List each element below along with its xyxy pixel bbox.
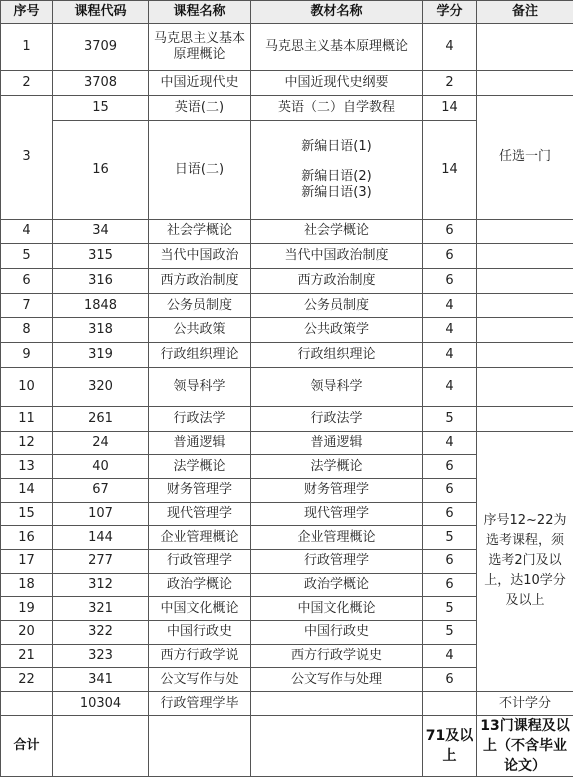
table-row [1, 692, 573, 716]
cell-credit: 5 [423, 597, 477, 621]
textbook-line: 新编日语(1) [301, 138, 372, 154]
cell-course: 日语(二) [149, 120, 251, 219]
cell-textbook: 公共政策学 [251, 318, 423, 343]
cell-course: 行政管理学 [149, 550, 251, 574]
cell-textbook: 西方政治制度 [251, 269, 423, 294]
cell-code: 3708 [53, 71, 149, 96]
cell-credit: 6 [423, 479, 477, 503]
cell-seq: 2 [1, 71, 53, 96]
cell-code: 24 [53, 431, 149, 455]
cell-credit: 4 [423, 343, 477, 368]
cell-seq: 7 [1, 293, 53, 318]
cell-seq: 9 [1, 343, 53, 368]
cell-code: 67 [53, 479, 149, 503]
cell-seq: 14 [1, 479, 53, 503]
cell-code: 40 [53, 455, 149, 479]
cell-textbook: 中国文化概论 [251, 597, 423, 621]
cell-course: 领导科学 [149, 367, 251, 406]
cell-code: 320 [53, 367, 149, 406]
cell-credit: 2 [423, 71, 477, 96]
cell-textbook: 企业管理概论 [251, 526, 423, 550]
cell-textbook: 法学概论 [251, 455, 423, 479]
cell-textbook: 现代管理学 [251, 502, 423, 526]
cell-seq: 16 [1, 526, 53, 550]
total-cell-empty [53, 716, 149, 777]
cell-code: 316 [53, 269, 149, 294]
cell-course: 中国行政史 [149, 621, 251, 645]
table-body [1, 24, 573, 716]
header-course-code: 课程代码 [53, 1, 149, 24]
cell-credit: 4 [423, 644, 477, 668]
header-textbook-name: 教材名称 [251, 1, 423, 24]
cell-textbook: 中国近现代史纲要 [251, 71, 423, 96]
cell-course: 普通逻辑 [149, 431, 251, 455]
cell-seq: 21 [1, 644, 53, 668]
cell-textbook: 政治学概论 [251, 573, 423, 597]
cell-seq: 18 [1, 573, 53, 597]
total-cell-empty [149, 716, 251, 777]
table-row [1, 269, 573, 294]
cell-credit: 4 [423, 367, 477, 406]
cell-credit: 6 [423, 244, 477, 269]
cell-note [477, 269, 573, 294]
cell-note-thesis: 不计学分 [477, 692, 573, 716]
cell-course: 中国近现代史 [149, 71, 251, 96]
cell-seq: 13 [1, 455, 53, 479]
cell-code: 15 [53, 96, 149, 121]
cell-course: 法学概论 [149, 455, 251, 479]
cell-seq: 20 [1, 621, 53, 645]
cell-credit: 6 [423, 502, 477, 526]
cell-textbook: 英语（二）自学教程 [251, 96, 423, 121]
cell-code: 277 [53, 550, 149, 574]
cell-credit: 6 [423, 219, 477, 244]
cell-note [477, 318, 573, 343]
cell-code: 144 [53, 526, 149, 550]
cell-note [477, 71, 573, 96]
table-row [1, 367, 573, 406]
header-seq: 序号 [1, 1, 53, 24]
total-cell-empty [251, 716, 423, 777]
textbook-line: 新编日语(3) [301, 184, 372, 200]
cell-course: 财务管理学 [149, 479, 251, 503]
cell-note [477, 293, 573, 318]
header-note: 备注 [477, 1, 573, 24]
cell-code: 321 [53, 597, 149, 621]
cell-textbook: 马克思主义基本原理概论 [251, 24, 423, 71]
cell-credit: 4 [423, 24, 477, 71]
cell-course: 公文写作与处 [149, 668, 251, 692]
cell-code: 261 [53, 406, 149, 431]
cell-code: 322 [53, 621, 149, 645]
cell-course: 企业管理概论 [149, 526, 251, 550]
cell-note-language-choice: 任选一门 [477, 96, 573, 220]
cell-note [477, 219, 573, 244]
total-credit: 71及以上 [423, 716, 477, 777]
cell-code: 323 [53, 644, 149, 668]
cell-code: 1848 [53, 293, 149, 318]
cell-textbook: 中国行政史 [251, 621, 423, 645]
cell-textbook: 当代中国政治制度 [251, 244, 423, 269]
cell-seq: 5 [1, 244, 53, 269]
cell-code: 3709 [53, 24, 149, 71]
cell-credit: 5 [423, 621, 477, 645]
cell-note [477, 244, 573, 269]
cell-code: 341 [53, 668, 149, 692]
cell-course: 西方政治制度 [149, 269, 251, 294]
cell-course: 西方行政学说 [149, 644, 251, 668]
cell-course: 当代中国政治 [149, 244, 251, 269]
cell-textbook [251, 120, 423, 219]
total-note: 13门课程及以上（不含毕业论文） [477, 716, 573, 777]
cell-credit: 4 [423, 293, 477, 318]
cell-course: 行政组织理论 [149, 343, 251, 368]
cell-note [477, 367, 573, 406]
cell-code: 16 [53, 120, 149, 219]
table-row [1, 24, 573, 71]
textbook-line: 新编日语(2) [301, 168, 372, 184]
cell-credit: 4 [423, 318, 477, 343]
cell-seq: 8 [1, 318, 53, 343]
total-row [1, 716, 573, 777]
cell-code: 34 [53, 219, 149, 244]
cell-textbook [251, 692, 423, 716]
cell-credit: 6 [423, 668, 477, 692]
cell-credit: 5 [423, 406, 477, 431]
table-row [1, 244, 573, 269]
table-row [1, 219, 573, 244]
cell-note [477, 406, 573, 431]
cell-seq: 10 [1, 367, 53, 406]
header-course-name: 课程名称 [149, 1, 251, 24]
cell-credit: 6 [423, 269, 477, 294]
cell-textbook: 公务员制度 [251, 293, 423, 318]
cell-textbook: 公文写作与处理 [251, 668, 423, 692]
cell-code: 315 [53, 244, 149, 269]
cell-course: 社会学概论 [149, 219, 251, 244]
cell-note [477, 24, 573, 71]
cell-note-elective-rule: 序号12~22为选考课程，须选考2门及以上，达10学分及以上 [477, 431, 573, 691]
cell-course: 现代管理学 [149, 502, 251, 526]
cell-credit: 6 [423, 455, 477, 479]
cell-credit: 5 [423, 526, 477, 550]
cell-course: 公共政策 [149, 318, 251, 343]
table-row [1, 406, 573, 431]
table-header [1, 1, 573, 24]
cell-code: 10304 [53, 692, 149, 716]
table-row [1, 71, 573, 96]
cell-seq [1, 692, 53, 716]
cell-credit: 14 [423, 96, 477, 121]
cell-credit: 4 [423, 431, 477, 455]
cell-textbook: 领导科学 [251, 367, 423, 406]
cell-course: 马克思主义基本原理概论 [149, 24, 251, 71]
cell-credit [423, 692, 477, 716]
cell-code: 319 [53, 343, 149, 368]
cell-credit: 6 [423, 550, 477, 574]
total-label: 合计 [1, 716, 53, 777]
header-credit: 学分 [423, 1, 477, 24]
cell-seq: 3 [1, 96, 53, 220]
cell-textbook: 财务管理学 [251, 479, 423, 503]
cell-seq: 4 [1, 219, 53, 244]
cell-seq: 12 [1, 431, 53, 455]
cell-code: 312 [53, 573, 149, 597]
cell-seq: 11 [1, 406, 53, 431]
table-row [1, 431, 573, 455]
header-row [1, 1, 573, 24]
table-row [1, 96, 573, 121]
table-row [1, 343, 573, 368]
cell-textbook: 行政组织理论 [251, 343, 423, 368]
cell-code: 318 [53, 318, 149, 343]
cell-textbook: 社会学概论 [251, 219, 423, 244]
cell-textbook: 行政管理学 [251, 550, 423, 574]
cell-credit: 14 [423, 120, 477, 219]
cell-course: 行政管理学毕 [149, 692, 251, 716]
cell-seq: 6 [1, 269, 53, 294]
textbook-line-gap [253, 155, 420, 169]
cell-note [477, 343, 573, 368]
cell-course: 中国文化概论 [149, 597, 251, 621]
table-footer [1, 716, 573, 777]
cell-credit: 6 [423, 573, 477, 597]
cell-textbook: 行政法学 [251, 406, 423, 431]
cell-seq: 17 [1, 550, 53, 574]
table-row [1, 293, 573, 318]
cell-seq: 22 [1, 668, 53, 692]
cell-course: 公务员制度 [149, 293, 251, 318]
cell-seq: 15 [1, 502, 53, 526]
cell-textbook: 普通逻辑 [251, 431, 423, 455]
cell-textbook: 西方行政学说史 [251, 644, 423, 668]
table-row [1, 318, 573, 343]
cell-course: 政治学概论 [149, 573, 251, 597]
cell-seq: 19 [1, 597, 53, 621]
cell-seq: 1 [1, 24, 53, 71]
cell-course: 英语(二) [149, 96, 251, 121]
cell-course: 行政法学 [149, 406, 251, 431]
cell-code: 107 [53, 502, 149, 526]
